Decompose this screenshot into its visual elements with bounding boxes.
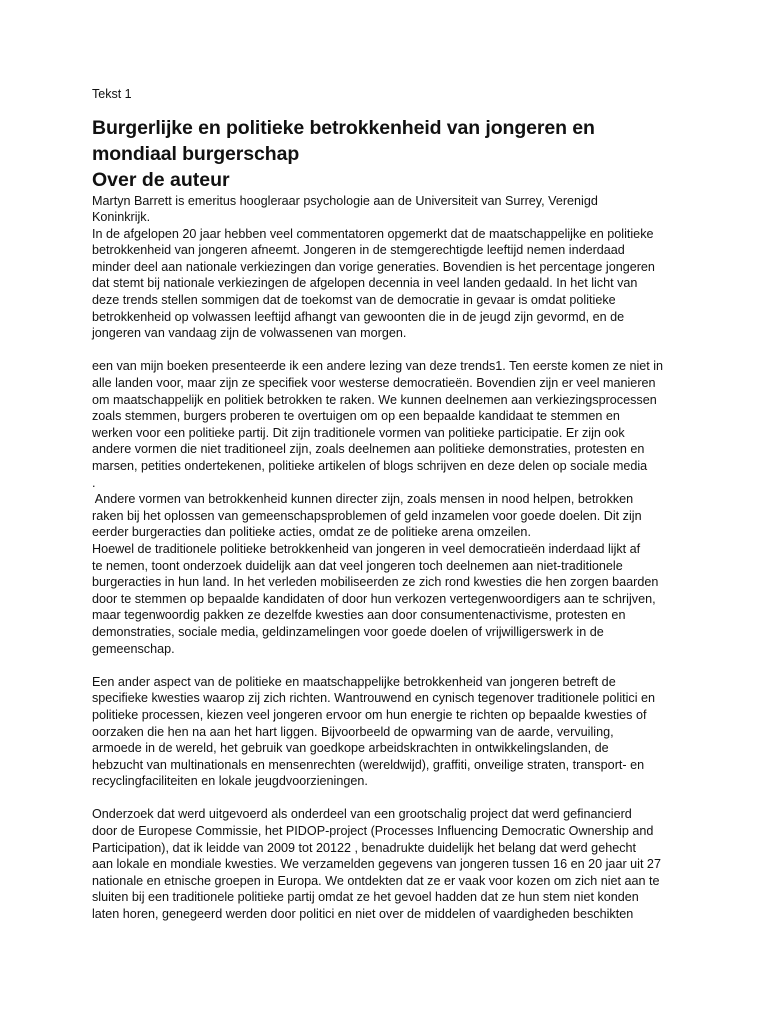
text-line: .: [92, 475, 96, 490]
paragraph-pidop: [92, 806, 682, 922]
text-line: burgeracties in hun land. In het verleden mobiliseerden ze zich rond kwesties die hen zorgen baarden: [92, 575, 659, 590]
text-line: raken bij het oplossen van gemeenschapsproblemen of geld inzamelen voor goede doelen. Dit zijn: [92, 508, 642, 523]
document-title: [92, 115, 682, 168]
paragraph-intro: [92, 226, 682, 342]
text-line: recyclingfaciliteiten en lokale jeugdvoorzieningen.: [92, 774, 368, 789]
text-line: jongeren van vandaag zijn de volwassenen van morgen.: [92, 326, 407, 341]
text-line: betrokkenheid van jongeren afneemt. Jongeren in de stemgerechtigde leeftijd nemen inderdaad: [92, 243, 625, 258]
text-line: hebzucht van multinationals en mensenrechten (wereldwijd), graffiti, onveilige straten, transport- en: [92, 757, 645, 772]
text-line: om maatschappelijk en politiek betrokken te raken. We kunnen deelnemen aan verkiezingsprocessen: [92, 392, 657, 407]
paragraph-research: [92, 541, 682, 657]
text-line: gemeenschap.: [92, 641, 175, 656]
text-line: Onderzoek dat werd uitgevoerd als onderdeel van een grootschalig project dat werd gefinancierd: [92, 807, 632, 822]
text-line: betrokkenheid op volwassen leeftijd afhangt van gewoonten die in de jeugd zijn gevormd, en de: [92, 309, 625, 324]
paragraph-author: [92, 193, 682, 226]
paragraph-gap: [92, 657, 682, 674]
section-heading: Over de auteur: [92, 168, 230, 191]
text-line: Participation), dat ik leidde van 2009 tot 20122 , benadrukte duidelijk het belang dat werd gehecht: [92, 840, 637, 855]
text-line: minder deel aan nationale verkiezingen dan vorige generaties. Bovendien is het percentage jongeren: [92, 259, 655, 274]
text-line: politieke processen, kiezen veel jongeren ervoor om hun energie te richten op bepaalde kwesties of: [92, 707, 647, 722]
text-line: eerder burgeracties dan politieke acties, omdat ze de politieke arena omzeilen.: [92, 525, 531, 540]
text-line: Martyn Barrett is emeritus hoogleraar psychologie aan de Universiteit van Surrey, Verenigd: [92, 193, 598, 208]
title-line: mondiaal burgerschap: [92, 143, 300, 165]
text-line: zoals stemmen, burgers proberen te overtuigen om op een bepaalde kandidaat te stemmen en: [92, 409, 620, 424]
text-line: demonstraties, sociale media, geldinzamelingen voor goede doelen of vrijwilligerswerk in de: [92, 624, 604, 639]
paragraph-other-forms: [92, 491, 682, 541]
text-line: door te stemmen op bepaalde kandidaten of door hun verkozen vertegenwoordigers aan te schrijven,: [92, 591, 656, 606]
text-line: In de afgelopen 20 jaar hebben veel commentatoren opgemerkt dat de maatschappelijke en politieke: [92, 226, 654, 241]
text-line: oorzaken die hen na aan het hart liggen. Bijvoorbeeld de opwarming van de aarde, vervuiling,: [92, 724, 614, 739]
paragraph-trends: [92, 358, 682, 491]
title-line: Burgerlijke en politieke betrokkenheid van jongeren en: [92, 116, 595, 139]
text-label: Tekst 1: [92, 87, 132, 101]
text-line: Andere vormen van betrokkenheid kunnen directer zijn, zoals mensen in nood helpen, betrokken: [92, 492, 634, 507]
text-line: aan lokale en mondiale kwesties. We verzamelden gegevens van jongeren tussen 16 en 20 jaar uit 27: [92, 857, 661, 872]
text-line: alle landen voor, maar zijn ze specifiek voor westerse democratieën. Bovendien zijn er veel manieren: [92, 376, 656, 391]
paragraph-issues: [92, 674, 682, 790]
text-line: dat stemt bij nationale verkiezingen de afgelopen decennia in veel landen gedaald. In het licht van: [92, 276, 638, 291]
text-line: Een ander aspect van de politieke en maatschappelijke betrokkenheid van jongeren betreft de: [92, 674, 616, 689]
text-line: maar tegenwoordig pakken ze dezelfde kwesties aan door consumentenactivisme, protesten en: [92, 608, 626, 623]
text-line: Koninkrijk.: [92, 210, 151, 225]
text-line: deze trends stellen sommigen dat de toekomst van de democratie in gevaar is omdat politieke: [92, 293, 616, 308]
text-line: te nemen, toont onderzoek duidelijk aan dat veel jongeren toch deelnemen aan niet-traditionele: [92, 558, 623, 573]
text-line: specifieke kwesties waarop zij zich richten. Wantrouwend en cynisch tegenover traditionele politici en: [92, 691, 656, 706]
text-line: werken voor een politieke partij. Dit zijn traditionele vormen van politieke participatie. Er zijn ook: [92, 425, 625, 440]
text-line: armoede in de wereld, het gebruik van goedkope arbeidskrachten in ontwikkelingslanden, de: [92, 741, 609, 756]
text-line: sluiten bij een traditionele politieke partij omdat ze het gevoel hadden dat ze hun stem niet konden: [92, 890, 639, 905]
document-page: [92, 86, 682, 923]
text-line: nationale en etnische groepen in Europa. We ontdekten dat ze er vaak voor kozen om zich niet aan te: [92, 873, 660, 888]
text-line: andere vormen die niet traditioneel zijn, zoals deelnemen aan politieke demonstraties, protesten en: [92, 442, 645, 457]
text-line: laten horen, genegeerd werden door politici en niet over de middelen of vaardigheden beschikten: [92, 907, 634, 922]
text-line: door de Europese Commissie, het PIDOP-project (Processes Influencing Democratic Ownership and: [92, 824, 654, 839]
text-line: een van mijn boeken presenteerde ik een andere lezing van deze trends1. Ten eerste komen ze niet in: [92, 359, 664, 374]
text-line: marsen, petities ondertekenen, politieke artikelen of blogs schrijven en deze delen op sociale media: [92, 459, 648, 473]
paragraph-gap: [92, 342, 682, 359]
text-line: Hoewel de traditionele politieke betrokkenheid van jongeren in veel democratieën inderdaad lijkt af: [92, 541, 641, 556]
paragraph-gap: [92, 790, 682, 807]
